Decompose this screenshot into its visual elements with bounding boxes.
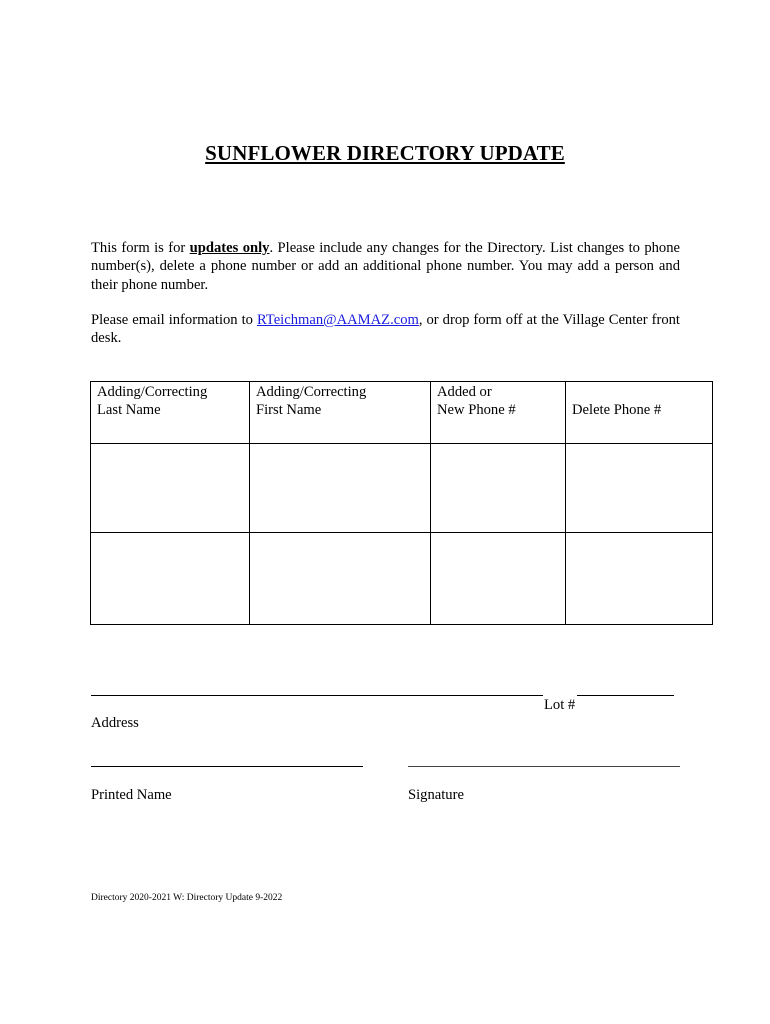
header-last-name: Adding/Correcting Last Name [91,382,250,444]
footer-note: Directory 2020-2021 W: Directory Update 9-2022 [91,893,283,903]
contact-text-end: , or drop form off at the Village Center front desk. [91,312,680,347]
lot-line[interactable] [577,695,674,696]
first-name-cell[interactable] [250,444,431,533]
printed-name-line[interactable] [91,766,363,767]
address-line[interactable] [91,695,543,696]
last-name-cell[interactable] [91,444,250,533]
contact-paragraph [91,311,680,348]
signature-label: Signature [408,787,464,803]
delete-phone-cell[interactable] [566,444,713,533]
table-header-row [91,382,713,444]
signature-line[interactable] [408,766,680,767]
intro-emphasis: updates only [189,240,270,256]
first-name-cell[interactable] [250,533,431,625]
address-label: Address [91,715,139,731]
new-phone-cell[interactable] [431,533,566,625]
intro-text-start: This form is for [91,240,190,256]
new-phone-cell[interactable] [431,444,566,533]
delete-phone-cell[interactable] [566,533,713,625]
intro-paragraph [91,239,680,294]
email-link[interactable]: RTeichman@AAMAZ.com [256,312,419,328]
directory-update-table [90,381,713,625]
header-new-phone: Added or New Phone # [431,382,566,444]
header-first-name: Adding/Correcting First Name [250,382,431,444]
table-row [91,444,713,533]
table-row [91,533,713,625]
contact-text-start: Please email information to [91,312,257,328]
form-title: SUNFLOWER DIRECTORY UPDATE [205,141,565,165]
last-name-cell[interactable] [91,533,250,625]
header-delete-phone: Delete Phone # [566,382,713,444]
intro-text-end: . Please include any changes for the Directory. List changes to phone number(s), delete a phone number or add an additional phone number. You may add a person and their phone number. [91,240,680,293]
printed-name-label: Printed Name [91,787,172,803]
lot-label: Lot # [544,697,576,713]
